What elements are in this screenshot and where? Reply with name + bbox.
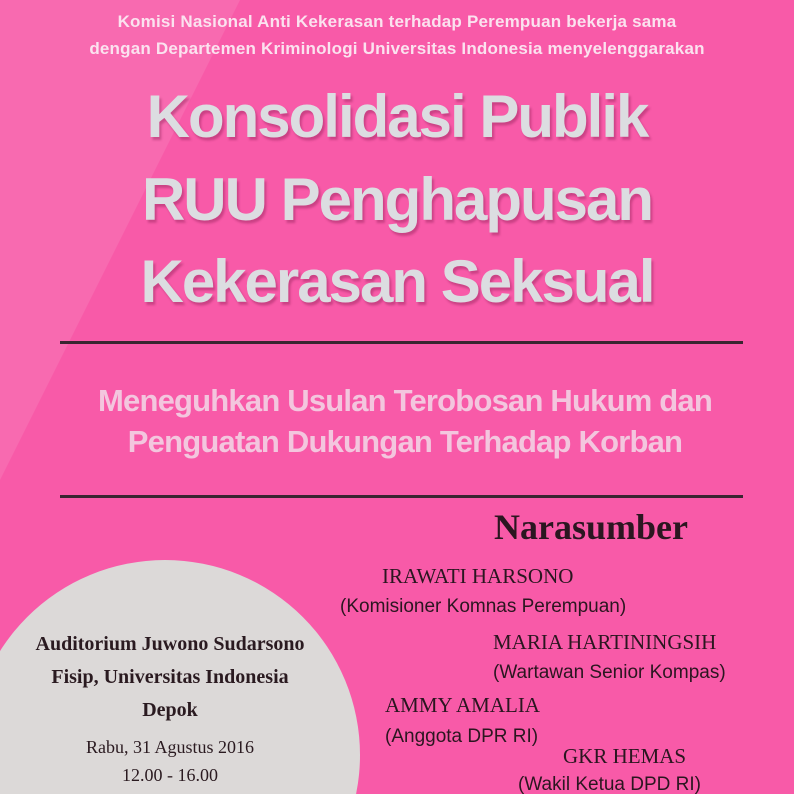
speaker-role: (Anggota DPR RI) xyxy=(385,726,539,747)
venue-institution: Fisip, Universitas Indonesia xyxy=(51,666,289,688)
venue-name: Auditorium Juwono Sudarsono xyxy=(35,633,305,655)
event-title-line-3: Kekerasan Seksual xyxy=(140,248,654,315)
speaker-role: (Komisioner Komnas Perempuan) xyxy=(340,596,627,617)
speaker-name: AMMY AMALIA xyxy=(385,693,540,717)
speaker-name: MARIA HARTININGSIH xyxy=(493,630,717,654)
organizer-line-1: Komisi Nasional Anti Kekerasan terhadap Perempuan bekerja sama xyxy=(117,12,677,31)
speakers-heading: Narasumber xyxy=(494,507,688,547)
divider-bottom xyxy=(60,495,743,498)
event-title-line-2: RUU Penghapusan xyxy=(141,166,653,233)
speaker-role: (Wakil Ketua DPD RI) xyxy=(518,774,701,794)
event-time: 12.00 - 16.00 xyxy=(122,765,218,785)
subtitle-line-1: Meneguhkan Usulan Terobosan Hukum dan xyxy=(97,383,712,418)
organizer-line-2: dengan Departemen Kriminologi Universitas Indonesia menyelenggarakan xyxy=(89,39,705,58)
speaker-role: (Wartawan Senior Kompas) xyxy=(493,662,726,683)
event-title-line-1: Konsolidasi Publik xyxy=(146,83,648,150)
divider-top xyxy=(60,341,743,344)
speaker-name: IRAWATI HARSONO xyxy=(382,564,574,588)
speaker-name: GKR HEMAS xyxy=(563,744,687,768)
event-date: Rabu, 31 Agustus 2016 xyxy=(85,737,254,757)
subtitle-line-2: Penguatan Dukungan Terhadap Korban xyxy=(127,424,683,459)
venue-city: Depok xyxy=(142,699,198,721)
